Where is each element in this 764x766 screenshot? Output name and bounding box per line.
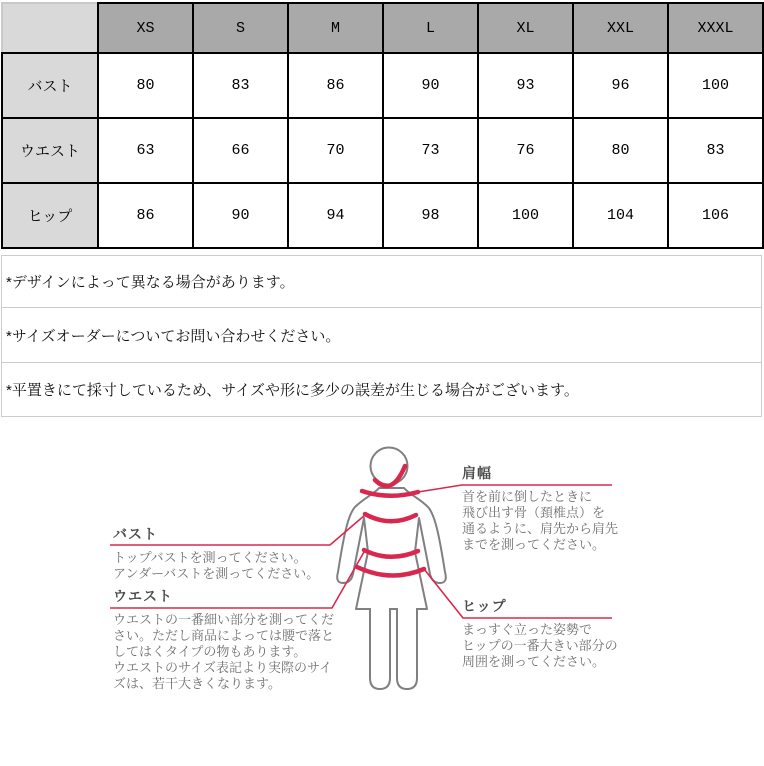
waist-instruction-line: ウエストのサイズ表記より実際のサイ — [113, 660, 333, 675]
row-label-waist: ウエスト — [2, 118, 98, 183]
waist-instructions — [113, 612, 334, 692]
size-chart-table — [1, 2, 764, 249]
size-col-header-xs: XS — [98, 3, 193, 53]
bust-value-cell: 100 — [668, 53, 763, 118]
bust-value-cell: 96 — [573, 53, 668, 118]
hip-value-cell: 90 — [193, 183, 288, 248]
hip-value-cell: 106 — [668, 183, 763, 248]
shoulder-instruction-line: 首を前に倒したときに — [462, 489, 593, 504]
corner-cell — [2, 3, 98, 53]
bust-label: バスト — [113, 526, 158, 542]
shoulder-instruction-line: 通るように、肩先から肩先 — [462, 521, 619, 536]
hip-leader-line — [424, 569, 612, 618]
measurement-diagram — [0, 422, 764, 766]
bust-instruction-line: アンダーバストを測ってください。 — [113, 566, 320, 581]
hip-value-cell: 98 — [383, 183, 478, 248]
shoulder-instruction-line: までを測ってください。 — [462, 537, 606, 552]
table-row-hip — [2, 183, 763, 248]
size-col-header-l: L — [383, 3, 478, 53]
waist-value-cell: 83 — [668, 118, 763, 183]
bust-instruction-line: トップバストを測ってください。 — [113, 550, 307, 565]
hip-value-cell: 104 — [573, 183, 668, 248]
hip-instructions — [462, 622, 618, 670]
size-header-row — [2, 3, 763, 53]
hip-instruction-line: まっすぐ立った姿勢で — [462, 622, 593, 637]
waist-instruction-line: ウエストの一番細い部分を測ってくだ — [113, 612, 335, 627]
size-col-header-m: M — [288, 3, 383, 53]
shoulder-instruction-line: 飛び出す骨（頚椎点）を — [462, 505, 606, 520]
waist-value-cell: 73 — [383, 118, 478, 183]
row-label-hip: ヒップ — [2, 183, 98, 248]
hip-instruction-line: ヒップの一番大きい部分の — [462, 638, 618, 653]
note-measurement: *平置きにて採寸しているため、サイズや形に多少の誤差が生じる場合がございます。 — [2, 363, 761, 417]
row-label-bust: バスト — [2, 53, 98, 118]
waist-instruction-line: ズは、若干大きくなります。 — [113, 676, 281, 691]
figure-left-leg — [370, 608, 390, 689]
bust-instructions — [113, 550, 319, 582]
bust-value-cell: 93 — [478, 53, 573, 118]
note-size-order: *サイズオーダーについてお問い合わせください。 — [2, 308, 761, 363]
hip-label: ヒップ — [462, 598, 507, 614]
table-row-waist — [2, 118, 763, 183]
size-col-header-xxxl: XXXL — [668, 3, 763, 53]
shoulder-width-label: 肩幅 — [462, 465, 492, 481]
bust-value-cell: 80 — [98, 53, 193, 118]
figure-right-leg — [397, 608, 417, 689]
waist-value-cell: 70 — [288, 118, 383, 183]
waist-label: ウエスト — [113, 588, 173, 604]
waist-value-cell: 76 — [478, 118, 573, 183]
hip-value-cell: 86 — [98, 183, 193, 248]
waist-instruction-line: してはくタイプの物もあります。 — [113, 644, 307, 659]
figure-body — [337, 488, 446, 609]
size-col-header-xl: XL — [478, 3, 573, 53]
notes-section — [1, 255, 762, 417]
note-design: *デザインによって異なる場合があります。 — [2, 256, 761, 308]
bust-value-cell: 86 — [288, 53, 383, 118]
hip-value-cell: 94 — [288, 183, 383, 248]
size-col-header-xxl: XXL — [573, 3, 668, 53]
hip-instruction-line: 周囲を測ってください。 — [462, 654, 606, 669]
waist-value-cell: 63 — [98, 118, 193, 183]
shoulder-instructions — [462, 489, 618, 553]
bust-value-cell: 83 — [193, 53, 288, 118]
bust-value-cell: 90 — [383, 53, 478, 118]
waist-instruction-line: さい。ただし商品によっては腰で落と — [113, 628, 335, 643]
waist-value-cell: 66 — [193, 118, 288, 183]
size-col-header-s: S — [193, 3, 288, 53]
table-row-bust — [2, 53, 763, 118]
hip-value-cell: 100 — [478, 183, 573, 248]
waist-value-cell: 80 — [573, 118, 668, 183]
